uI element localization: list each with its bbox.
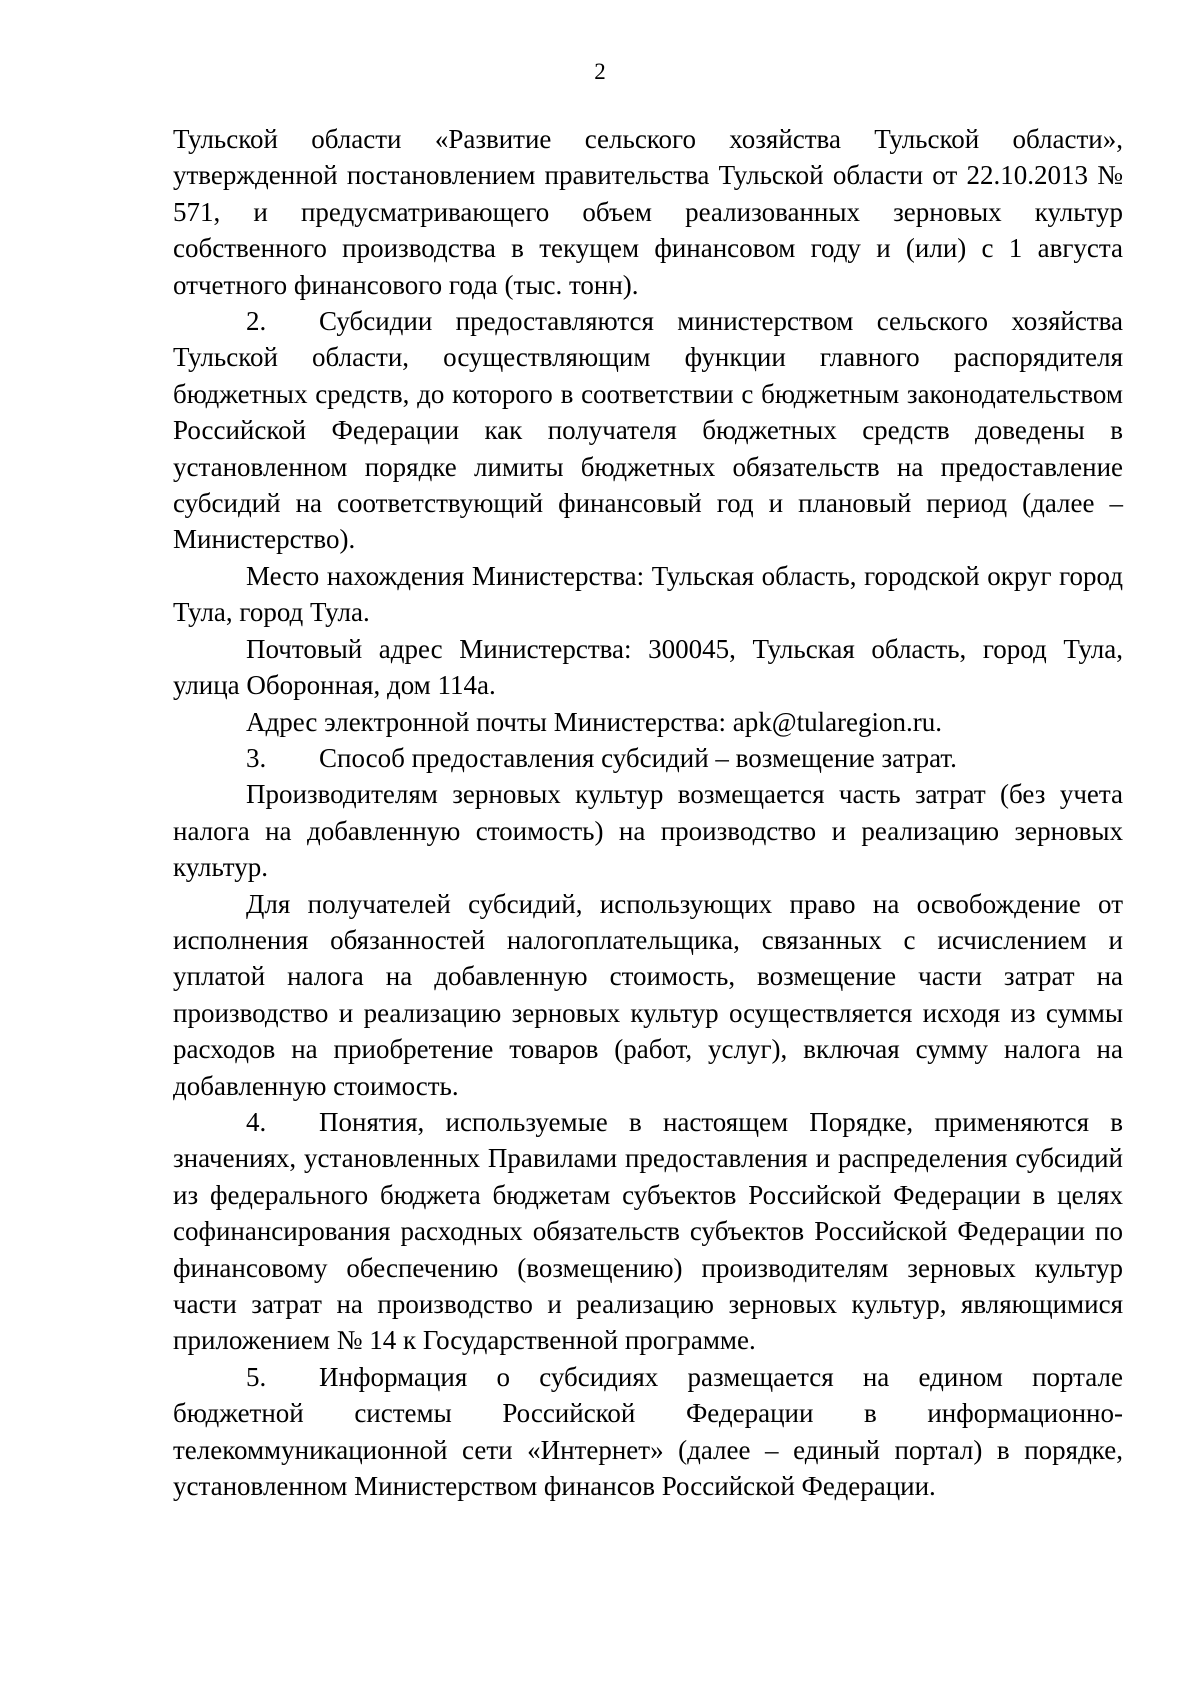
paragraph-10 [173,1359,1123,1505]
paragraph-text: Понятия, используемые в настоящем Порядке, применяются в значениях, установленных Правилами предоставления и распределения субсидий из федерального бюджета бюджетам субъектов Российской Федерации в целях софинансирования расходных обязательств субъектов Российской Федерации по финансовому обеспечению (возмещению) производителям зерновых культур части затрат на производство и реализацию зерновых культур, являющимися приложением № 14 к Государственной программе. [173,1106,1123,1356]
paragraph-number: 3. [246,742,267,773]
paragraph-8 [173,886,1123,1104]
page-number: 2 [594,59,606,84]
paragraph-number: 4. [246,1106,267,1137]
paragraph-7 [173,776,1123,885]
paragraph-text: Информация о субсидиях размещается на едином портале бюджетной системы Российской Федерации в информационно-телекоммуникационной сети «Интернет» (далее – единый портал) в порядке, установленном Министерством финансов Российской Федерации. [173,1361,1123,1502]
paragraph-5 [173,704,1123,740]
document-body [173,121,1123,1504]
paragraph-text: Адрес электронной почты Министерства: apk@tularegion.ru. [246,706,943,737]
paragraph-6 [173,740,1123,776]
paragraph-3 [173,558,1123,631]
paragraph-text: Почтовый адрес Министерства: 300045, Тульская область, город Тула, улица Оборонная, дом 114а. [173,633,1123,701]
paragraph-text: Производителям зерновых культур возмещается часть затрат (без учета налога на добавленную стоимость) на производство и реализацию зерновых культур. [173,779,1123,883]
paragraph-text: Тульской области «Развитие сельского хозяйства Тульской области», утвержденной постановлением правительства Тульской области от 22.10.2013 № 571, и предусматривающего объем реализованных зерновых культур собственного производства в текущем финансовом году и (или) с 1 августа отчетного финансового года (тыс. тонн). [173,124,1123,300]
paragraph-number: 5. [246,1361,267,1392]
paragraph-9 [173,1104,1123,1359]
paragraph-text: Способ предоставления субсидий – возмещение затрат. [319,742,957,773]
paragraph-text: Для получателей субсидий, использующих право на освобождение от исполнения обязанностей налогоплательщика, связанных с исчислением и уплатой налога на добавленную стоимость, возмещение части затрат на производство и реализацию зерновых культур осуществляется исходя из суммы расходов на приобретение товаров (работ, услуг), включая сумму налога на добавленную стоимость. [173,888,1123,1101]
paragraph-number: 2. [246,306,267,337]
paragraph-text: Место нахождения Министерства: Тульская область, городской округ город Тула, город Тула. [173,560,1123,628]
paragraph-4 [173,631,1123,704]
paragraph-2 [173,303,1123,558]
paragraph-text: Субсидии предоставляются министерством сельского хозяйства Тульской области, осуществляющим функции главного распорядителя бюджетных средств, до которого в соответствии с бюджетным законодательством Российской Федерации как получателя бюджетных средств доведены в установленном порядке лимиты бюджетных обязательств на предоставление субсидий на соответствующий финансовый год и плановый период (далее – Министерство). [173,306,1123,555]
paragraph-1 [173,121,1123,303]
